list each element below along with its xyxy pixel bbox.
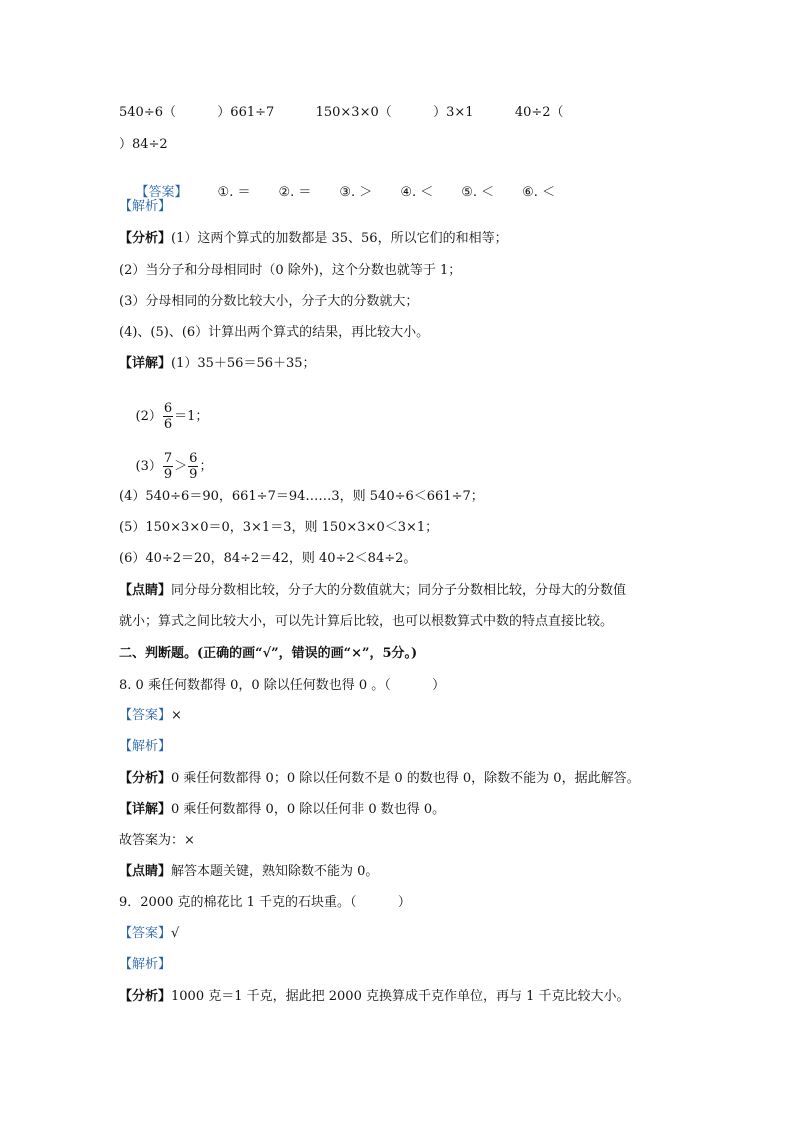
fenxi-line-4: (4)、(5)、(6）计算出两个算式的结果，再比较大小。 (119, 325, 430, 340)
fraction-7-9: $\frac{7}{9}$ (163, 451, 173, 482)
answer-item-5: ⑤. ＜ (461, 185, 495, 200)
answer-tag: 【答案】 (119, 926, 172, 941)
dianjing-line-2: 就小；算式之间比较大小，可以先计算后比较，也可以根数算式中数的特点直接比较。 (119, 614, 614, 629)
analysis-tag: 【解析】 (119, 957, 172, 972)
dianjing-tag: 【点睛】 (119, 583, 172, 598)
fraction-6-6: $\frac{6}{6}$ (163, 401, 173, 432)
answer-8: 【答案】× (119, 708, 182, 723)
answer-item-3: ③. ＞ (339, 185, 373, 200)
analysis-tag: 【解析】 (119, 199, 172, 214)
analysis-tag: 【解析】 (119, 739, 172, 754)
fraction-6-9: $\frac{6}{9}$ (189, 451, 198, 482)
fenxi-line-3: (3）分母相同的分数比较大小，分子大的分数就大； (119, 294, 419, 309)
xiangjie-line-3: (3） $\frac{7}{9}$ ＞ $\frac{6}{9}$ ； (135, 451, 213, 482)
answer-item-6: ⑥. ＜ (522, 185, 556, 200)
question-line-2: ）84÷2 (119, 137, 168, 152)
xiangjie-8: 【详解】0 乘任何数都得 0，0 除以任何非 0 数也得 0。 (119, 802, 446, 817)
fenxi-tag: 【分析】 (119, 771, 172, 786)
xiangjie-line-5: (5）150×3×0＝0，3×1＝3，则 150×3×0＜3×1； (119, 520, 439, 535)
question-line-1: 540÷6（ ）661÷7 150×3×0（ ）3×1 40÷2（ (119, 105, 564, 120)
answer-item-2: ②. ＝ (278, 185, 312, 200)
question-9: 9．2000 克的棉花比 1 千克的石块重。（ ） (119, 895, 411, 910)
answer-item-4: ④. ＜ (400, 185, 434, 200)
xiangjie-tag: 【详解】 (119, 802, 172, 817)
dianjing-line-1: 【点睛】同分母分数相比较，分子大的分数值就大；同分子分数相比较，分母大的分数值 (119, 583, 627, 598)
answer-tag: 【答案】 (119, 708, 172, 723)
xiangjie-line-6: (6）40÷2＝20，84÷2＝42，则 40÷2＜84÷2。 (119, 551, 417, 566)
xiangjie-tag: 【详解】 (119, 356, 172, 371)
xiangjie-line-4: (4）540÷6＝90，661÷7＝94……3，则 540÷6＜661÷7； (119, 489, 484, 504)
fenxi-line-1: 【分析】(1）这两个算式的加数都是 35、56，所以它们的和相等； (119, 231, 508, 246)
xiangjie-line-1: 【详解】(1）35＋56＝56＋35； (119, 356, 316, 371)
fenxi-8: 【分析】0 乘任何数都得 0；0 除以任何数不是 0 的数也得 0，除数不能为 0，据此解答。 (119, 771, 640, 786)
answer-item-1: ①. ＝ (217, 185, 251, 200)
question-8: 8. 0 乘任何数都得 0，0 除以任何数也得 0 。（ ） (119, 678, 446, 693)
xiangjie-line-2: (2） $\frac{6}{6}$ ＝1； (135, 401, 209, 432)
dianjing-8: 【点睛】解答本题关键，熟知除数不能为 0。 (119, 864, 379, 879)
fenxi-line-2: (2）当分子和分母相同时（0 除外)，这个分数也就等于 1； (119, 263, 462, 278)
answer-7 (119, 166, 583, 220)
dianjing-tag: 【点睛】 (119, 864, 172, 879)
fenxi-9: 【分析】1000 克＝1 千克，据此把 2000 克换算成千克作单位，再与 1 千克比较大小。 (119, 989, 630, 1004)
section-2-heading: 二、判断题。(正确的画“√”，错误的画“×”，5分。) (119, 646, 418, 661)
answer-tag: 【答案】 (135, 185, 188, 200)
final-answer-8: 故答案为：× (119, 833, 195, 848)
fenxi-tag: 【分析】 (119, 989, 172, 1004)
answer-9: 【答案】√ (119, 926, 180, 941)
fenxi-tag: 【分析】 (119, 231, 172, 246)
